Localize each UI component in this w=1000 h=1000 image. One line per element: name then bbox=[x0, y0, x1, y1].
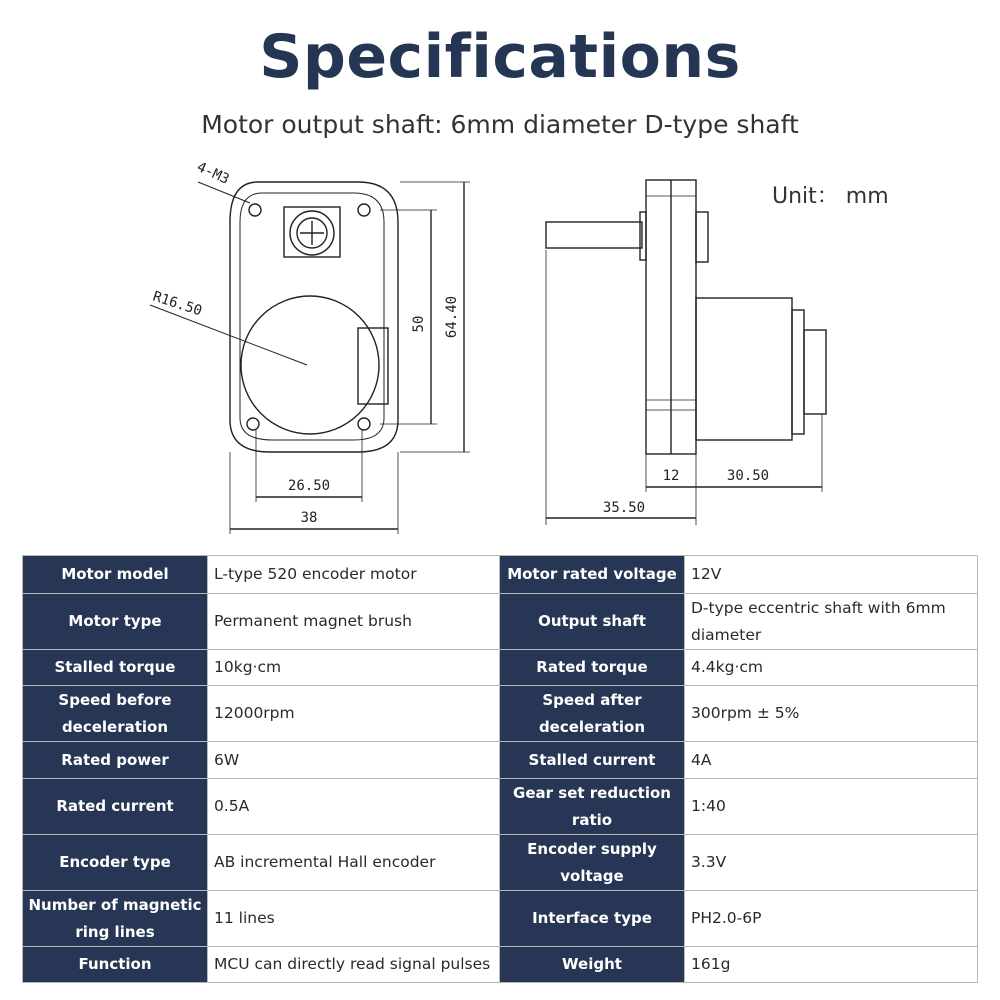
spec-value: D-type eccentric shaft with 6mm diameter bbox=[685, 594, 978, 650]
page-title: Specifications bbox=[259, 22, 741, 92]
spec-key: Weight bbox=[500, 947, 685, 983]
table-row bbox=[23, 779, 978, 835]
spec-value: 3.3V bbox=[685, 835, 978, 891]
spec-key: Encoder supply voltage bbox=[500, 835, 685, 891]
spec-value: PH2.0-6P bbox=[685, 891, 978, 947]
spec-value: L-type 520 encoder motor bbox=[208, 556, 500, 594]
spec-key: Rated current bbox=[23, 779, 208, 835]
spec-value: 4A bbox=[685, 742, 978, 779]
spec-value: Permanent magnet brush bbox=[208, 594, 500, 650]
spec-table bbox=[22, 555, 978, 983]
spec-value: 12V bbox=[685, 556, 978, 594]
spec-value: 1:40 bbox=[685, 779, 978, 835]
spec-key: Motor rated voltage bbox=[500, 556, 685, 594]
technical-drawing bbox=[0, 150, 1000, 550]
spec-value: 10kg·cm bbox=[208, 650, 500, 686]
spec-value: 0.5A bbox=[208, 779, 500, 835]
hole-label: 4-M3 bbox=[194, 159, 232, 188]
shaft-length-label: 35.50 bbox=[602, 500, 646, 516]
spec-value: AB incremental Hall encoder bbox=[208, 835, 500, 891]
spec-key: Encoder type bbox=[23, 835, 208, 891]
radius-label: R16.50 bbox=[150, 288, 204, 320]
spec-key: Gear set reduction ratio bbox=[500, 779, 685, 835]
hole-spacing-label: 26.50 bbox=[287, 478, 331, 494]
spec-key: Motor model bbox=[23, 556, 208, 594]
spec-key: Stalled current bbox=[500, 742, 685, 779]
spec-value: 300rpm ± 5% bbox=[685, 686, 978, 742]
page-subtitle: Motor output shaft: 6mm diameter D-type shaft bbox=[201, 110, 799, 139]
table-row bbox=[23, 947, 978, 983]
spec-key: Number of magnetic ring lines bbox=[23, 891, 208, 947]
table-row bbox=[23, 742, 978, 779]
table-row bbox=[23, 594, 978, 650]
spec-value: 6W bbox=[208, 742, 500, 779]
table-row bbox=[23, 686, 978, 742]
total-width-label: 38 bbox=[300, 510, 318, 526]
spec-key: Rated torque bbox=[500, 650, 685, 686]
table-row bbox=[23, 650, 978, 686]
motor-length-label: 30.50 bbox=[726, 468, 770, 484]
spec-key: Interface type bbox=[500, 891, 685, 947]
spec-key: Stalled torque bbox=[23, 650, 208, 686]
spec-key: Speed after deceleration bbox=[500, 686, 685, 742]
spec-value: 4.4kg·cm bbox=[685, 650, 978, 686]
gearbox-width-label: 12 bbox=[662, 468, 680, 484]
spec-key: Motor type bbox=[23, 594, 208, 650]
spec-key: Function bbox=[23, 947, 208, 983]
unit-label: Unit： mm bbox=[772, 184, 889, 209]
spec-key: Speed before deceleration bbox=[23, 686, 208, 742]
spec-value: 12000rpm bbox=[208, 686, 500, 742]
total-height-label: 64.40 bbox=[444, 295, 460, 339]
spec-key: Rated power bbox=[23, 742, 208, 779]
table-row bbox=[23, 891, 978, 947]
spec-value: 11 lines bbox=[208, 891, 500, 947]
table-row bbox=[23, 835, 978, 891]
spec-value: MCU can directly read signal pulses bbox=[208, 947, 500, 983]
spec-key: Output shaft bbox=[500, 594, 685, 650]
side-view bbox=[546, 180, 826, 525]
table-row bbox=[23, 556, 978, 594]
spec-value: 161g bbox=[685, 947, 978, 983]
inner-height-label: 50 bbox=[411, 315, 427, 333]
